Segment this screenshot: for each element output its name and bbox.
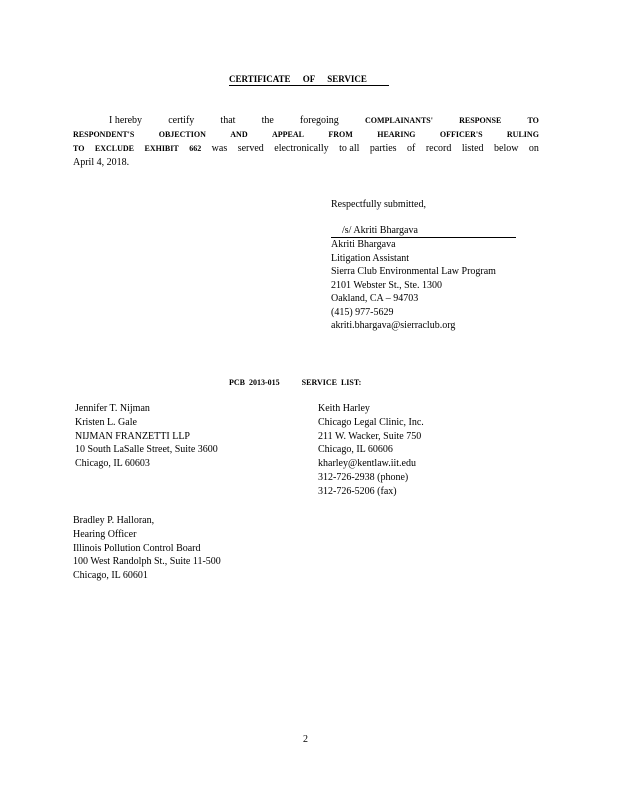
page-number: 2 — [303, 734, 308, 745]
paragraph-word: TO — [73, 144, 85, 153]
paragraph-word: OBJECTION — [158, 130, 206, 139]
paragraph-word: to all — [339, 143, 360, 154]
paragraph-word: RULING — [506, 130, 539, 139]
signer-organization: Sierra Club Environmental Law Program — [331, 266, 496, 277]
contact-line: Hearing Officer — [73, 528, 137, 540]
paragraph-word: COMPLAINANTS' — [364, 116, 433, 125]
paragraph-word: the — [261, 115, 274, 126]
paragraph-word: OFFICER'S — [439, 130, 483, 139]
signer-address-line-1: 2101 Webster St., Ste. 1300 — [331, 279, 442, 291]
contact-line: Keith Harley — [318, 403, 370, 414]
paragraph-word: HEARING — [377, 130, 416, 139]
paragraph-word: EXCLUDE — [94, 144, 135, 153]
paragraph-word: on — [528, 143, 539, 154]
paragraph-word: RESPONDENT'S — [73, 130, 135, 139]
service-date: April 4, 2018. — [73, 157, 130, 168]
paragraph-line-4 — [73, 156, 539, 170]
document-title: CERTIFICATE OF SERVICE — [229, 74, 389, 86]
paragraph-line-3 — [73, 142, 539, 156]
signer-name: Akriti Bhargava — [331, 239, 396, 250]
contact-line: 312-726-2938 (phone) — [318, 471, 409, 483]
contact-line: kharley@kentlaw.iit.edu — [318, 458, 416, 470]
paragraph-word: listed — [461, 143, 484, 154]
paragraph-word: 662 — [189, 144, 202, 153]
case-number: PCB 2013-015 — [229, 378, 280, 387]
contact-line: Illinois Pollution Control Board — [73, 542, 201, 554]
contact-line: Chicago Legal Clinic, Inc. — [318, 416, 424, 428]
service-list-heading — [229, 378, 361, 387]
paragraph-word: served — [237, 143, 264, 154]
paragraph-line-1 — [73, 114, 539, 128]
closing-text: Respectfully submitted, — [331, 199, 426, 210]
paragraph-word: I hereby — [109, 115, 143, 126]
paragraph-word: certify — [168, 115, 195, 126]
paragraph-word: RESPONSE — [459, 116, 502, 125]
signer-email: akriti.bhargava@sierraclub.org — [331, 320, 456, 331]
paragraph-word: electronically — [274, 143, 329, 154]
contact-line: Jennifer T. Nijman — [75, 403, 150, 414]
contact-line: Kristen L. Gale — [75, 416, 137, 428]
service-contact-halloran — [73, 514, 221, 583]
paragraph-word: of — [407, 143, 416, 154]
paragraph-word: AND — [230, 130, 248, 139]
service-contact-nijman — [75, 402, 218, 471]
service-list-label: SERVICE LIST: — [301, 378, 362, 387]
paragraph-word: EXHIBIT — [144, 144, 179, 153]
paragraph-word: TO — [527, 116, 539, 125]
paragraph-word: record — [425, 143, 452, 154]
electronic-signature: /s/ Akriti Bhargava — [331, 224, 516, 239]
contact-line: Chicago, IL 60601 — [73, 570, 148, 582]
certification-paragraph — [73, 114, 539, 170]
paragraph-word: FROM — [328, 130, 353, 139]
paragraph-word: foregoing — [299, 115, 339, 126]
paragraph-word: below — [494, 143, 519, 154]
service-contact-harley — [318, 402, 424, 499]
contact-line: Bradley P. Halloran, — [73, 515, 155, 526]
contact-line: 312-726-5206 (fax) — [318, 485, 397, 497]
signer-phone: (415) 977-5629 — [331, 306, 394, 318]
contact-line: 10 South LaSalle Street, Suite 3600 — [75, 444, 218, 456]
contact-line: Chicago, IL 60606 — [318, 444, 393, 456]
paragraph-word: was — [211, 143, 228, 154]
paragraph-word: parties — [369, 143, 397, 154]
paragraph-word: that — [220, 115, 236, 126]
contact-line: Chicago, IL 60603 — [75, 458, 150, 470]
signer-address-line-2: Oakland, CA – 94703 — [331, 293, 419, 304]
paragraph-word: APPEAL — [272, 130, 304, 139]
paragraph-line-2 — [73, 128, 539, 142]
contact-line: 211 W. Wacker, Suite 750 — [318, 430, 422, 442]
signature-block — [331, 198, 516, 333]
signer-title: Litigation Assistant — [331, 252, 410, 264]
contact-line: NIJMAN FRANZETTI LLP — [75, 430, 190, 442]
contact-line: 100 West Randolph St., Suite 11-500 — [73, 556, 221, 568]
